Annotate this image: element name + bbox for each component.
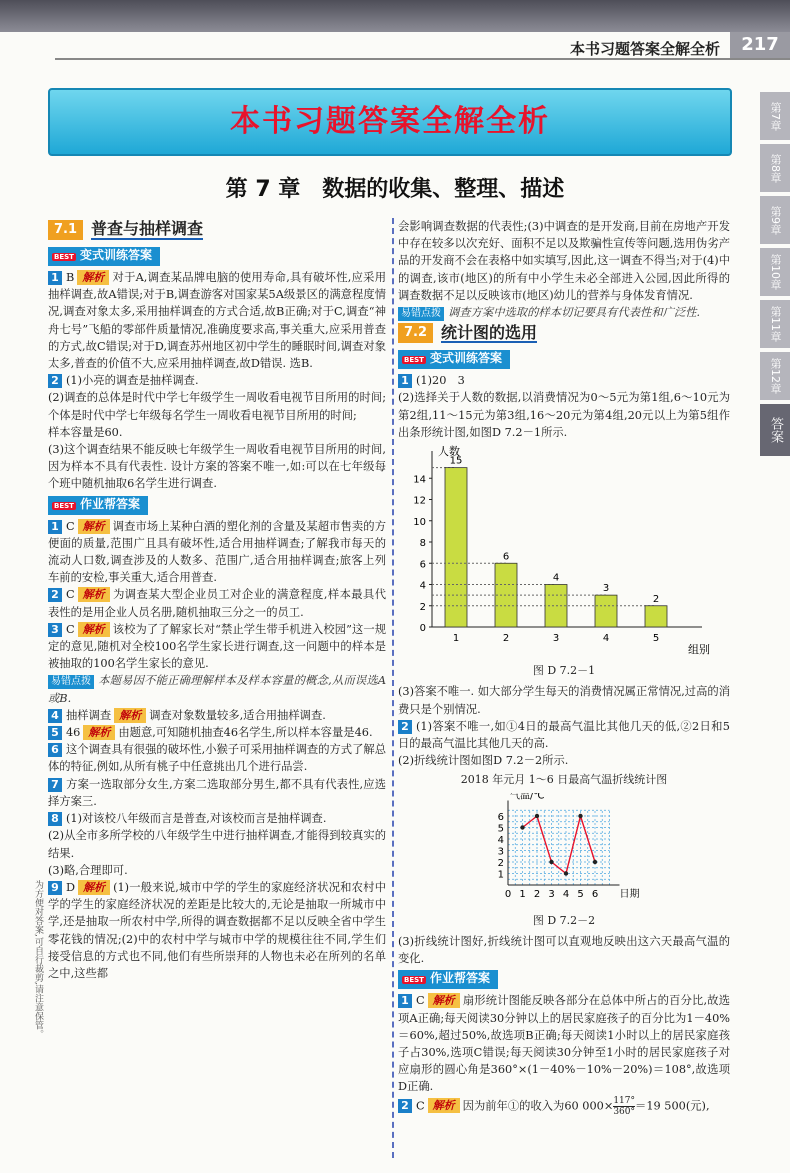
- question-number: 6: [48, 743, 62, 757]
- best-badge: BEST: [404, 356, 424, 365]
- subheading-label: 变式训练答案: [79, 248, 152, 262]
- y-tick-label: 14: [413, 474, 426, 486]
- hw-answer-7: [48, 776, 386, 810]
- answer-1: [398, 372, 730, 389]
- question-number: 2: [398, 1099, 412, 1113]
- x-tick-label: 5: [577, 888, 584, 900]
- question-number: 9: [48, 881, 62, 895]
- answer-text: (1)对该校八年级而言是普查,对该校而言是抽样调查.: [66, 812, 327, 826]
- running-title: 本书习题答案全解全析: [569, 40, 720, 58]
- bar-value-label: 4: [552, 572, 560, 584]
- header-bar: [0, 0, 790, 32]
- tab-ch9[interactable]: 第9章: [760, 196, 790, 244]
- analysis-tag: 解析: [428, 993, 460, 1008]
- y-tick-label: 12: [413, 495, 426, 507]
- y-tick-label: 4: [497, 834, 504, 846]
- question-number: 2: [48, 588, 62, 602]
- x-tick-label: 3: [552, 633, 560, 645]
- analysis-tag: 解析: [78, 880, 110, 895]
- banner: [48, 88, 732, 156]
- line-chart: [398, 793, 730, 905]
- figure-caption: 图 D 7.2－1: [532, 664, 596, 678]
- data-point: [564, 871, 568, 875]
- chapter-tabs: [760, 92, 790, 460]
- tip-text: 调查方案中选取的样本切记要具有代表性和广泛性.: [448, 306, 701, 320]
- figure-caption: 图 D 7.2－2: [532, 913, 596, 927]
- x-tick-label: 1: [452, 633, 460, 645]
- question-number: 1: [48, 271, 62, 285]
- answer-2: [48, 372, 386, 389]
- answer-text: (1)答案不唯一,如①4日的最高气温比其他几天的低,②2日和5日的最高气温比其他几天的高.: [398, 719, 730, 751]
- answer-text: (3)折线统计图好,折线统计图可以直观地反映出这六天最高气温的变化.: [398, 935, 730, 966]
- left-column: [48, 218, 386, 982]
- y-tick-label: 5: [497, 823, 504, 835]
- x-tick-label: 5: [652, 633, 660, 645]
- hw-answer-4: [48, 707, 386, 724]
- answer-1: [48, 269, 386, 372]
- hw-answer-6: [48, 741, 386, 775]
- y-axis-label: 气温/℃: [510, 792, 545, 802]
- x-axis-label: 组别: [688, 643, 710, 656]
- answer-text: 这个调查具有很强的破坏性,小猴子可采用抽样调查的方式了解总体的特征,例如,从所有桃子中任意挑出几个进行品尝.: [48, 743, 386, 774]
- answer-choice: C: [66, 588, 75, 602]
- column-divider: [392, 218, 394, 1158]
- answer-2: [398, 718, 730, 752]
- error-tip: [48, 672, 386, 706]
- y-axis-label: 人数: [438, 445, 460, 459]
- answer-text: ＝19 500(元),: [635, 1099, 710, 1113]
- hw-answer-2: [398, 1096, 730, 1117]
- subheading-label: 变式训练答案: [429, 351, 502, 366]
- answer-text: (3)答案不唯一. 如大部分学生每天的消费情况属正常情况,过高的消费只是个别情况.: [398, 685, 730, 716]
- data-point: [578, 813, 582, 817]
- subheading-variant: [48, 247, 160, 266]
- answer-choice: C: [416, 994, 425, 1008]
- answer-text: (2)调查的总体是时代中学七年级学生一周收看电视节目所用的时间;个体是时代中学七年级每名学生一周收看电视节目所用的时间;: [48, 391, 386, 422]
- answer-text: 扇形统计图能反映各部分在总体中所占的百分比,故选项A正确;每天阅读30分钟以上的居民家庭孩子的百分比为1－40%＝60%,超过50%,故选项B正确;每天阅读1小时以上的居民家庭孩子占30%,选项C错误;每天阅读30分钟至1小时的居民家庭孩子对应扇形的圆心角是360°×(1－40%－10%－20%)＝108°,故选项D正确.: [398, 994, 730, 1094]
- y-tick-label: 3: [497, 846, 504, 858]
- chapter-title: 第 7 章 数据的收集、整理、描述: [225, 177, 565, 202]
- analysis-tag: 解析: [78, 622, 110, 637]
- answer-choice: C: [66, 622, 75, 636]
- question-number: 7: [48, 778, 62, 792]
- tab-ch10[interactable]: 第10章: [760, 248, 790, 296]
- question-number: 1: [48, 520, 62, 534]
- error-tip: [398, 304, 730, 321]
- section-title: 统计图的选用: [441, 322, 538, 342]
- y-tick-label: 2: [419, 601, 426, 613]
- data-point: [593, 859, 597, 863]
- subheading-label: 作业帮答案: [79, 496, 140, 511]
- y-tick-label: 0: [419, 623, 426, 635]
- hw-answer-2: [48, 586, 386, 620]
- subheading-label: 作业帮答案: [429, 971, 490, 986]
- answer-text: (1)20 3: [416, 374, 465, 388]
- question-number: 5: [48, 726, 62, 740]
- answer-text: (2)从全市多所学校的八年级学生中进行抽样调查,才能得到较真实的结果.: [48, 829, 386, 860]
- right-column: [398, 218, 730, 1117]
- answer-text: 会影响调查数据的代表性;(3)中调查的是开发商,目前在房地产开发中存在较多以次充好、面积不足以及欺骗性宣传等问题,选用伪劣产品的开发商不会在表格中如实填写,因此,这一调查不得当;对于(4)中的调查,该市(地区)的所有中小学生未必全部进入公园,因此所得的调查数据不足以反映该市(地区)幼儿的营养与身体发育情况.: [398, 220, 731, 302]
- fraction-denominator: 360°: [613, 1106, 636, 1117]
- bar-value-label: 6: [502, 551, 510, 563]
- cut-note: 为方便对答案,可自行裁剪,请注意保管。: [33, 880, 43, 1039]
- page-header: [0, 0, 790, 60]
- question-number: 1: [398, 994, 412, 1008]
- answer-text: 为调查某大型企业员工对企业的满意程度,样本最具代表性的是用企业人员名册,随机抽取三分之一的员工.: [48, 588, 386, 619]
- y-tick-label: 4: [419, 580, 426, 592]
- y-tick-label: 10: [413, 516, 426, 528]
- answer-choice: C: [66, 519, 75, 533]
- analysis-tag: 解析: [114, 708, 146, 723]
- answer-text: (3)这个调查结果不能反映七年级学生一周收看电视节目所用的时间,因为样本不具有代表性. 设计方案的答案不唯一,如:可以在七年级每个班中随机抽取6名学生进行调查.: [48, 443, 386, 491]
- x-tick-label: 1: [519, 888, 526, 900]
- banner-title: 本书习题答案全解全析: [230, 104, 550, 139]
- answer-text: (3)略,合理即可.: [48, 863, 128, 877]
- bar: [445, 468, 467, 627]
- answer-text: 样本容量是60.: [48, 425, 123, 439]
- line-chart-title: 2018 年元月 1～6 日最高气温折线统计图: [460, 773, 668, 787]
- answer-text: 调查对象数量较多,适合用抽样调查.: [149, 708, 326, 722]
- analysis-tag: 解析: [78, 519, 110, 534]
- bar: [645, 606, 667, 627]
- answer-text: 由题意,可知随机抽查46名学生,所以样本容量是46.: [118, 726, 373, 740]
- y-tick-label: 8: [419, 538, 426, 550]
- hw-answer-1: [398, 992, 730, 1095]
- answer-choice: D: [66, 880, 76, 894]
- hw-answer-9: [48, 879, 386, 982]
- x-tick-label: 0: [504, 888, 512, 900]
- tab-ch12[interactable]: 第12章: [760, 352, 790, 400]
- answer-choice: 抽样调查: [66, 708, 112, 722]
- question-number: 2: [48, 374, 62, 388]
- data-point: [535, 813, 539, 817]
- question-number: 3: [48, 623, 62, 637]
- y-tick-label: 1: [497, 869, 504, 881]
- data-point: [520, 825, 524, 829]
- question-number: 4: [48, 709, 62, 723]
- bar-value-label: 2: [652, 593, 660, 605]
- answer-text: 对于A,调查某品牌电脑的使用寿命,具有破坏性,应采用抽样调查,故A错误;对于B,调查游客对国家某5A级景区的满意程度情况,调查对象太多,采用抽样调查的方式合适,故B正确;对于C,调查“神舟七号”飞船的零部件质量情况,准确度要求高,事关重大,应采用普查的方式,故C错误;对于D,调查苏州地区初中学生的睡眠时间,调查对象太多,普查的价值不大,应采用抽样调查,故D错误. 选B.: [48, 271, 386, 371]
- fraction: [613, 1096, 635, 1117]
- x-tick-label: 2: [502, 633, 510, 645]
- tip-text: 本题易因不能正确理解样本及样本容量的概念,从而误选A或B.: [48, 674, 386, 705]
- answer-choice: 46: [66, 726, 81, 740]
- bar: [595, 595, 617, 627]
- hw-answer-1: [48, 518, 386, 587]
- answer-text: (1)小亮的调查是抽样调查.: [66, 374, 199, 388]
- y-tick-label: 6: [497, 811, 504, 823]
- bar-value-label: 3: [602, 583, 610, 595]
- section-number: 7.1: [48, 220, 83, 240]
- best-badge: BEST: [404, 976, 424, 985]
- tip-label: 易错点拨: [398, 307, 444, 321]
- answer-text: 调查市场上某种白酒的塑化剂的含量及某超市售卖的方便面的质量,范围广且具有破坏性,适合用抽样调查;了解我市每天的流动人口数,调查涉及的人数多、范围广,适合用抽样调查;旅客上列车前的安检,事关重大,适合用普查.: [48, 519, 386, 585]
- page-number: 217: [730, 32, 790, 58]
- bar-chart: [398, 441, 730, 655]
- section-number: 7.2: [398, 323, 433, 343]
- data-point: [549, 859, 553, 863]
- answer-text: 该校为了了解家长对“禁止学生带手机进入校园”这一规定的意见,随机对全校100名学生家长进行调查,这一问题中的样本是被抽取的100名学生家长的意见.: [48, 622, 386, 671]
- section-title: 普查与抽样调查: [91, 219, 204, 239]
- section-7-2: [398, 323, 730, 343]
- analysis-tag: 解析: [428, 1098, 460, 1113]
- y-tick-label: 2: [497, 857, 504, 869]
- question-number: 1: [398, 374, 412, 388]
- hw-answer-8: [48, 810, 386, 827]
- analysis-tag: 解析: [78, 587, 110, 602]
- answer-text: 因为前年①的收入为60 000×: [462, 1099, 614, 1113]
- answer-text: (2)选择关于人数的数据,以消费情况为0～5元为第1组,6～10元为第2组,11～15元为第3组,16～20元为第4组,20元以上为第5组作出条形统计图,如图D 7.2－1所示.: [398, 391, 730, 439]
- subheading-variant: [398, 350, 510, 369]
- x-tick-label: 2: [533, 888, 541, 900]
- tab-answers[interactable]: 答案: [760, 404, 790, 456]
- x-tick-label: 4: [562, 888, 570, 900]
- question-number: 8: [48, 812, 62, 826]
- tab-ch11[interactable]: 第11章: [760, 300, 790, 348]
- question-number: 2: [398, 720, 412, 734]
- section-7-1: [48, 220, 386, 240]
- subheading-homework: [48, 496, 148, 515]
- bar-value-label: 15: [449, 455, 463, 467]
- answer-text: (1)一般来说,城市中学的学生的家庭经济状况和农村中学的学生的家庭经济状况的差距是比较大的,无论是抽取一所城市中学,还是抽取一所农村中学,所得的调查数据都不足以反映全省中学生零花钱的情况;(2)中的农村中学与城市中学的规模往往不同,学生们接受信息的方式也不同,他们有些所崇拜的人物也未必在所列的名单之中,这些都: [48, 880, 386, 980]
- tab-ch7[interactable]: 第7章: [760, 92, 790, 140]
- analysis-tag: 解析: [77, 270, 109, 285]
- hw-answer-5: [48, 724, 386, 741]
- subheading-homework: [398, 970, 498, 989]
- fraction-numerator: 117°: [613, 1095, 636, 1106]
- best-badge: BEST: [54, 253, 74, 261]
- answer-text: (2)折线统计图如图D 7.2－2所示.: [398, 754, 569, 768]
- answer-text: 方案一选取部分女生,方案二选取部分男生,都不具有代表性,应选择方案三.: [48, 777, 386, 808]
- x-tick-label: 6: [591, 888, 599, 900]
- y-tick-label: 6: [419, 559, 426, 571]
- x-tick-label: 4: [602, 633, 610, 645]
- x-tick-label: 3: [548, 888, 555, 900]
- best-badge: BEST: [54, 501, 74, 510]
- answer-choice: B: [66, 271, 75, 284]
- analysis-tag: 解析: [83, 725, 115, 740]
- hw-answer-3: [48, 621, 386, 673]
- tip-label: 易错点拨: [48, 675, 94, 689]
- answer-choice: C: [416, 1099, 425, 1113]
- tab-ch8[interactable]: 第8章: [760, 144, 790, 192]
- x-axis-label: 日期: [619, 888, 640, 900]
